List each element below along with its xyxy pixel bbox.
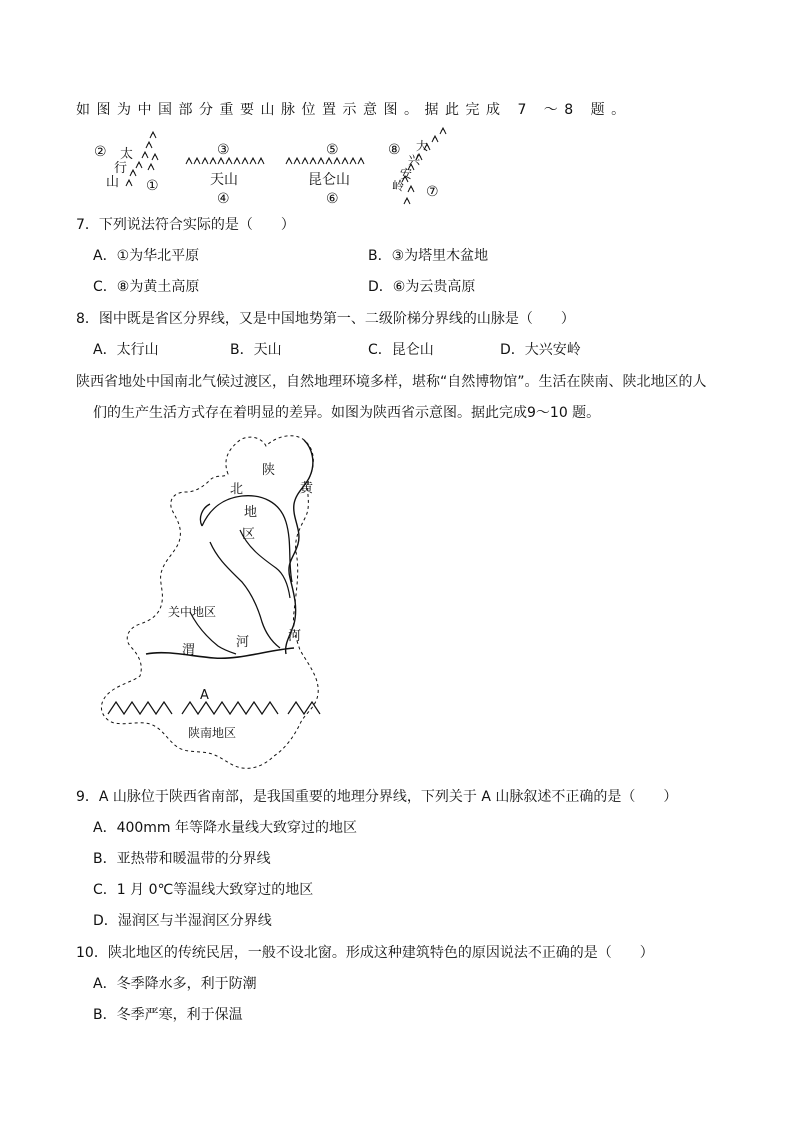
label-a: A	[200, 688, 209, 703]
taihang-char-2: 行	[114, 161, 128, 176]
q8-option-a[interactable]: A．太行山	[93, 342, 159, 358]
label-guanzhong: 关中地区	[168, 605, 217, 619]
q7-option-a[interactable]: A．①为华北平原	[93, 248, 200, 264]
mountain-figure	[90, 124, 460, 214]
q9-stem: 9．A 山脉位于陕西省南部，是我国重要的地理分界线，下列关于 A 山脉叙述不正确的是（ ）	[76, 789, 678, 805]
label-shaannan: 陕南地区	[188, 726, 237, 740]
label-huang: 黄	[300, 481, 314, 496]
mountain-a-symbols	[108, 702, 320, 714]
intro-text-1: 如图为中国部分重要山脉位置示意图。据此完成 7 ～8 题。	[76, 102, 632, 118]
q9-option-b[interactable]: B．亚热带和暖温带的分界线	[93, 851, 271, 867]
q7-option-b[interactable]: B．③为塔里木盆地	[368, 248, 489, 264]
label-3: ③	[217, 142, 230, 158]
guanzhong-boundary	[210, 542, 280, 648]
tianshan-label: 天山	[210, 172, 238, 188]
q8-option-b[interactable]: B．天山	[230, 342, 282, 358]
q8-option-d[interactable]: D．大兴安岭	[500, 342, 581, 358]
daxinganling-char-3: 安	[400, 167, 413, 181]
q10-option-b[interactable]: B．冬季严寒，利于保温	[93, 1007, 243, 1023]
label-bei: 北	[230, 482, 244, 497]
label-he-wei: 河	[236, 635, 250, 650]
daxinganling-char-2: 兴	[408, 153, 421, 167]
label-shaan: 陕	[262, 463, 276, 478]
label-2: ②	[94, 144, 107, 160]
kunlun-label: 昆仑山	[308, 172, 350, 188]
intro-text-2-line-2: 们的生产生活方式存在着明显的差异。如图为陕西省示意图。据此完成9～10 题。	[93, 405, 601, 421]
label-1: ①	[146, 178, 159, 194]
daxinganling-char-4: 岭	[392, 179, 405, 193]
q8-option-c[interactable]: C．昆仑山	[368, 342, 434, 358]
q7-stem: 7．下列说法符合实际的是（ ）	[76, 217, 295, 233]
shaanxi-map	[90, 432, 340, 780]
q9-option-d[interactable]: D．湿润区与半湿润区分界线	[93, 913, 272, 929]
q9-option-c[interactable]: C．1 月 0℃等温线大致穿过的地区	[93, 882, 314, 898]
label-6: ⑥	[326, 191, 339, 207]
q8-stem: 8．图中既是省区分界线，又是中国地势第一、二级阶梯分界线的山脉是（ ）	[76, 311, 575, 327]
kunlun-peaks	[286, 158, 364, 164]
label-qu: 区	[242, 527, 256, 542]
intro-text-2-line-1: 陕西省地处中国南北气候过渡区，自然地理环境多样，堪称“自然博物馆”。生活在陕南、陕北地区的人	[76, 374, 707, 390]
label-he-yellow: 河	[288, 629, 302, 644]
province-border	[101, 436, 318, 769]
tianshan-peaks	[186, 158, 264, 164]
daxinganling-char-1: 大	[416, 139, 429, 153]
label-wei: 渭	[182, 643, 196, 658]
label-5: ⑤	[326, 142, 339, 158]
label-di: 地	[244, 505, 258, 520]
q10-option-a[interactable]: A．冬季降水多，利于防潮	[93, 976, 257, 992]
q10-stem: 10．陕北地区的传统民居，一般不设北窗。形成这种建筑特色的原因说法不正确的是（ ）	[76, 945, 654, 961]
taihang-char-1: 太	[120, 147, 134, 162]
q9-option-a[interactable]: A．400mm 年等降水量线大致穿过的地区	[93, 820, 358, 836]
taihang-char-3: 山	[106, 175, 120, 190]
q7-option-d[interactable]: D．⑥为云贵高原	[368, 279, 476, 295]
label-7: ⑦	[426, 184, 439, 200]
label-8: ⑧	[388, 142, 401, 158]
wei-river	[146, 648, 294, 658]
q7-option-c[interactable]: C．⑧为黄土高原	[93, 279, 200, 295]
label-4: ④	[217, 191, 230, 207]
